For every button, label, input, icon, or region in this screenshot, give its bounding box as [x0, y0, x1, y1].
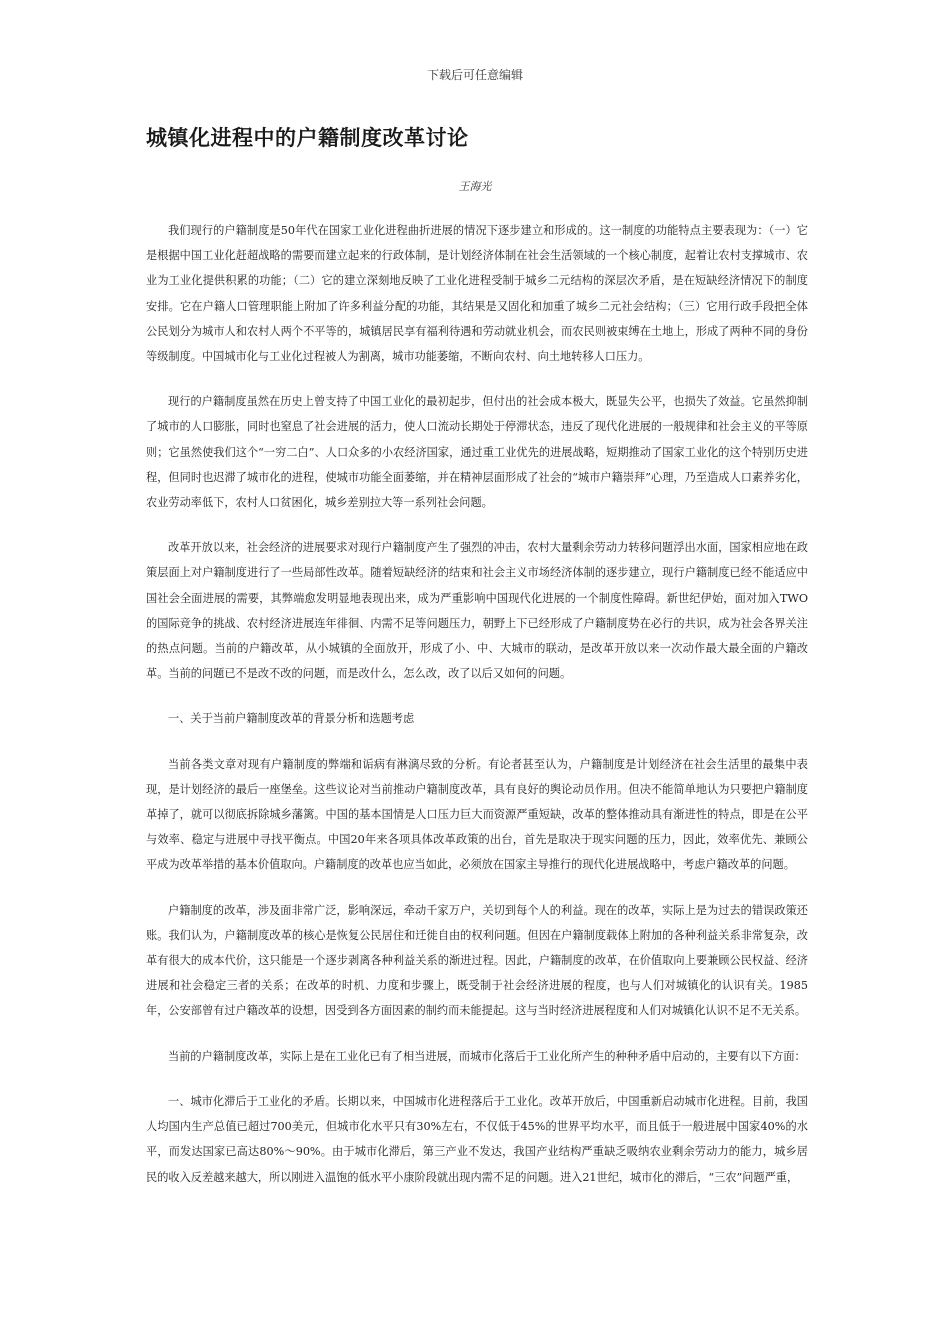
paragraph-3: 改革开放以来，社会经济的进展要求对现行户籍制度产生了强烈的冲击，农村大量剩余劳动力转移问题浮出水面，国家相应地在政策层面上对户籍制度进行了一些局部性改革。随着短缺经济的结束和社会主义市场经济体制的逐步建立，现行户籍制度已经不能适应中国社会全面进展的需要，其弊端愈发明显地表现出来，成为严重影响中国现代化进展的一个制度性障碍。新世纪伊始，面对加入TWO的国际竞争的挑战、农村经济进展连年徘徊、内需不足等问题压力，朝野上下已经形成了户籍制度势在必行的共识，成为社会各界关注的热点问题。当前的户籍改革，从小城镇的全面放开，形成了小、中、大城市的联动，是改革开放以来一次动作最大最全面的户籍改革。当前的问题已不是改不改的问题，而是改什么，怎么改，改了以后又如何的问题。: [146, 541, 808, 681]
paragraph-5: 户籍制度的改革，涉及面非常广泛，影响深远，牵动千家万户，关切到每个人的利益。现在的改革，实际上是为过去的错误政策还账。我们认为，户籍制度改革的核心是恢复公民居住和迁徙自由的权利问题。但因在户籍制度载体上附加的各种利益关系非常复杂，改革有很大的成本代价，这只能是一个逐步剥离各种利益关系的渐进过程。因此，户籍制度的改革，在价值取向上要兼顾公民权益、经济进展和社会稳定三者的关系；在改革的时机、力度和步骤上，既受制于社会经济进展的程度，也与人们对城镇化的认识有关。1985年，公安部曾有过户籍改革的设想，因受到各方面因素的制约而未能提起。这与当时经济进展程度和人们对城镇化认识不足不无关系。: [146, 903, 808, 1018]
paragraph-4: 当前各类文章对现有户籍制度的弊端和诟病有淋漓尽致的分析。有论者甚至认为，户籍制度是计划经济在社会生活里的最集中表现，是计划经济的最后一座堡垒。这些议论对当前推动户籍制度改革，具有良好的舆论动员作用。但决不能简单地认为只要把户籍制度革掉了，就可以彻底拆除城乡藩篱。中国的基本国情是人口压力巨大而资源严重短缺，改革的整体推动具有渐进性的特点，即是在公平与效率、稳定与进展中寻找平衡点。中国20年来各项具体改革政策的出台，首先是取决于现实问题的压力，因此，效率优先、兼顾公平成为改革举措的基本价值取向。户籍制度的改革也应当如此，必须放在国家主导推行的现代化进展战略中，考虑户籍改革的问题。: [146, 757, 808, 872]
paragraph-6: 当前的户籍制度改革，实际上是在工业化已有了相当进展，而城市化落后于工业化所产生的种种矛盾中启动的，主要有以下方面：: [168, 1049, 806, 1063]
document-title: 城镇化进程中的户籍制度改革讨论: [146, 126, 469, 150]
paragraph-2: 现行的户籍制度虽然在历史上曾支持了中国工业化的最初起步，但付出的社会成本极大，既显失公平，也损失了效益。它虽然抑制了城市的人口膨胀，同时也窒息了社会进展的活力，使人口流动长期处于停滞状态，违反了现代化进展的一般规律和社会主义的平等原则；它虽然使我们这个“一穷二白”、人口众多的小农经济国家，通过重工业优先的进展战略，短期推动了国家工业化的这个特别历史进程，但同时也迟滞了城市化的进程，使城市功能全面萎缩，并在精神层面形成了社会的“城市户籍崇拜”心理，乃至造成人口素养劣化，农业劳动率低下，农村人口贫困化，城乡差别拉大等一系列社会问题。: [146, 395, 808, 510]
paragraph-1: 我们现行的户籍制度是50年代在国家工业化进程曲折进展的情况下逐步建立和形成的。这一制度的功能特点主要表现为：（一）它是根据中国工业化赶超战略的需要而建立起来的行政体制，是计划经济体制在社会生活领域的一个核心制度，起着让农村支撑城市、农业为工业化提供积累的功能；（二）它的建立深刻地反映了工业化进程受制于城乡二元结构的深层次矛盾，是在短缺经济情况下的制度安排。它在户籍人口管理职能上附加了许多利益分配的功能，其结果是又固化和加重了城乡二元社会结构；（三）它用行政手段把全体公民划分为城市人和农村人两个不平等的，城镇居民享有福利待遇和劳动就业机会，而农民则被束缚在土地上，形成了两种不同的身份等级制度。中国城市化与工业化过程被人为割离，城市功能萎缩，不断向农村、向土地转移人口压力。: [146, 224, 808, 364]
author-name: 王海光: [458, 180, 492, 193]
section-heading-1: 一、关于当前户籍制度改革的背景分析和选题考虑: [168, 712, 415, 726]
header-note: 下载后可任意编辑: [426, 68, 523, 82]
paragraph-7: 一、城市化滞后于工业化的矛盾。长期以来，中国城市化进程落后于工业化。改革开放后，中国重新启动城市化进程。目前，我国人均国内生产总值已超过700美元，但城市化水平只有30%左右，不仅低于45%的世界平均水平，而且低于一般进展中国家40%的水平，而发达国家已高达80%～90%。由于城市化滞后，第三产业不发达，我国产业结构严重缺乏吸纳农业剩余劳动力的能力，城乡居民的收入反差越来越大，所以刚进入温饱的低水平小康阶段就出现内需不足的问题。进入21世纪，城市化的滞后，“三农”问题严重，: [146, 1094, 808, 1184]
document-body: [146, 218, 808, 1210]
